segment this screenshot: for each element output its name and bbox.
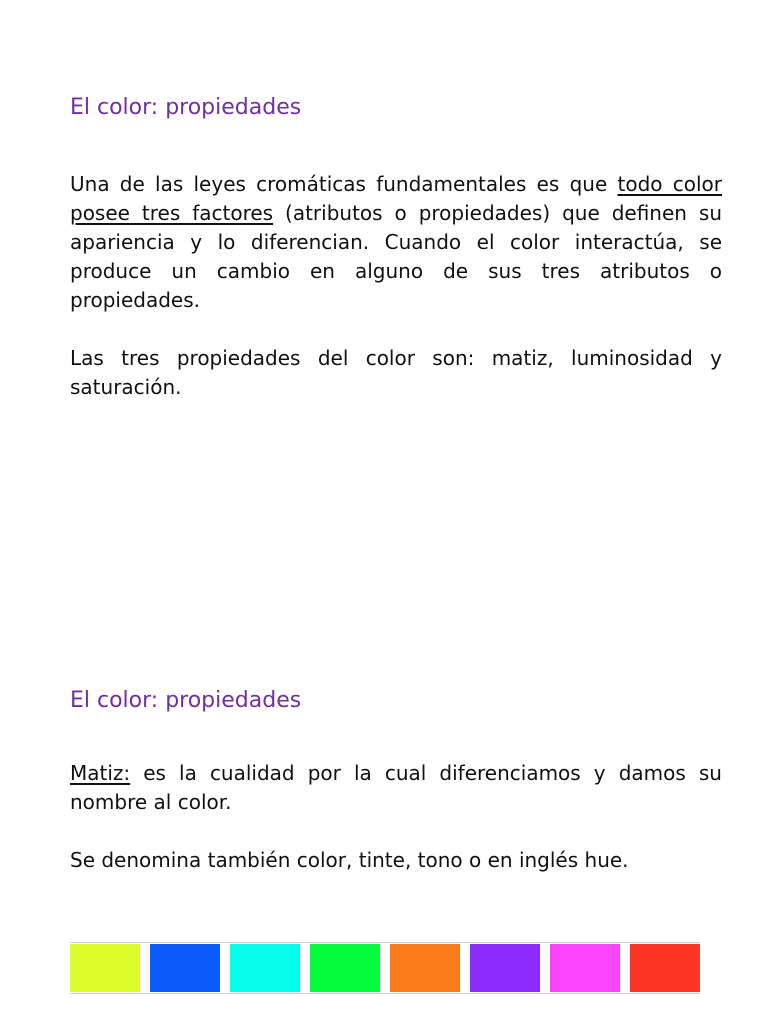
color-swatch-strip	[70, 942, 700, 994]
section-title: El color: propiedades	[70, 688, 302, 713]
color-swatch	[230, 944, 300, 992]
matiz-synonyms-paragraph: Se denomina también color, tinte, tono o en inglés hue.	[70, 848, 629, 872]
matiz-term: Matiz:	[70, 761, 131, 785]
color-swatch	[390, 944, 460, 992]
matiz-definition-text: es la cualidad por la cual diferenciamos y damos su nombre al color.	[70, 761, 722, 814]
properties-paragraph: Las tres propiedades del color son: matiz, luminosidad y saturación.	[70, 346, 722, 399]
intro-text-start: Una de las leyes cromáticas fundamentales es que	[70, 172, 618, 196]
color-swatch	[630, 944, 700, 992]
color-swatch	[70, 944, 140, 992]
intro-text-end: (atributos o propiedades) que definen su apariencia y lo diferencian. Cuando el color interactúa, se produce un cambio en alguno de sus tres atributos o propiedades.	[70, 201, 722, 312]
color-swatch	[470, 944, 540, 992]
section-title: El color: propiedades	[70, 95, 302, 120]
color-swatch	[150, 944, 220, 992]
color-swatch	[550, 944, 620, 992]
section-matiz	[70, 687, 722, 875]
matiz-definition-paragraph	[70, 759, 722, 817]
section-intro	[70, 94, 722, 402]
intro-underlined-phrase: todo color posee tres factores	[70, 172, 722, 225]
color-swatch	[310, 944, 380, 992]
intro-paragraph	[70, 170, 722, 315]
